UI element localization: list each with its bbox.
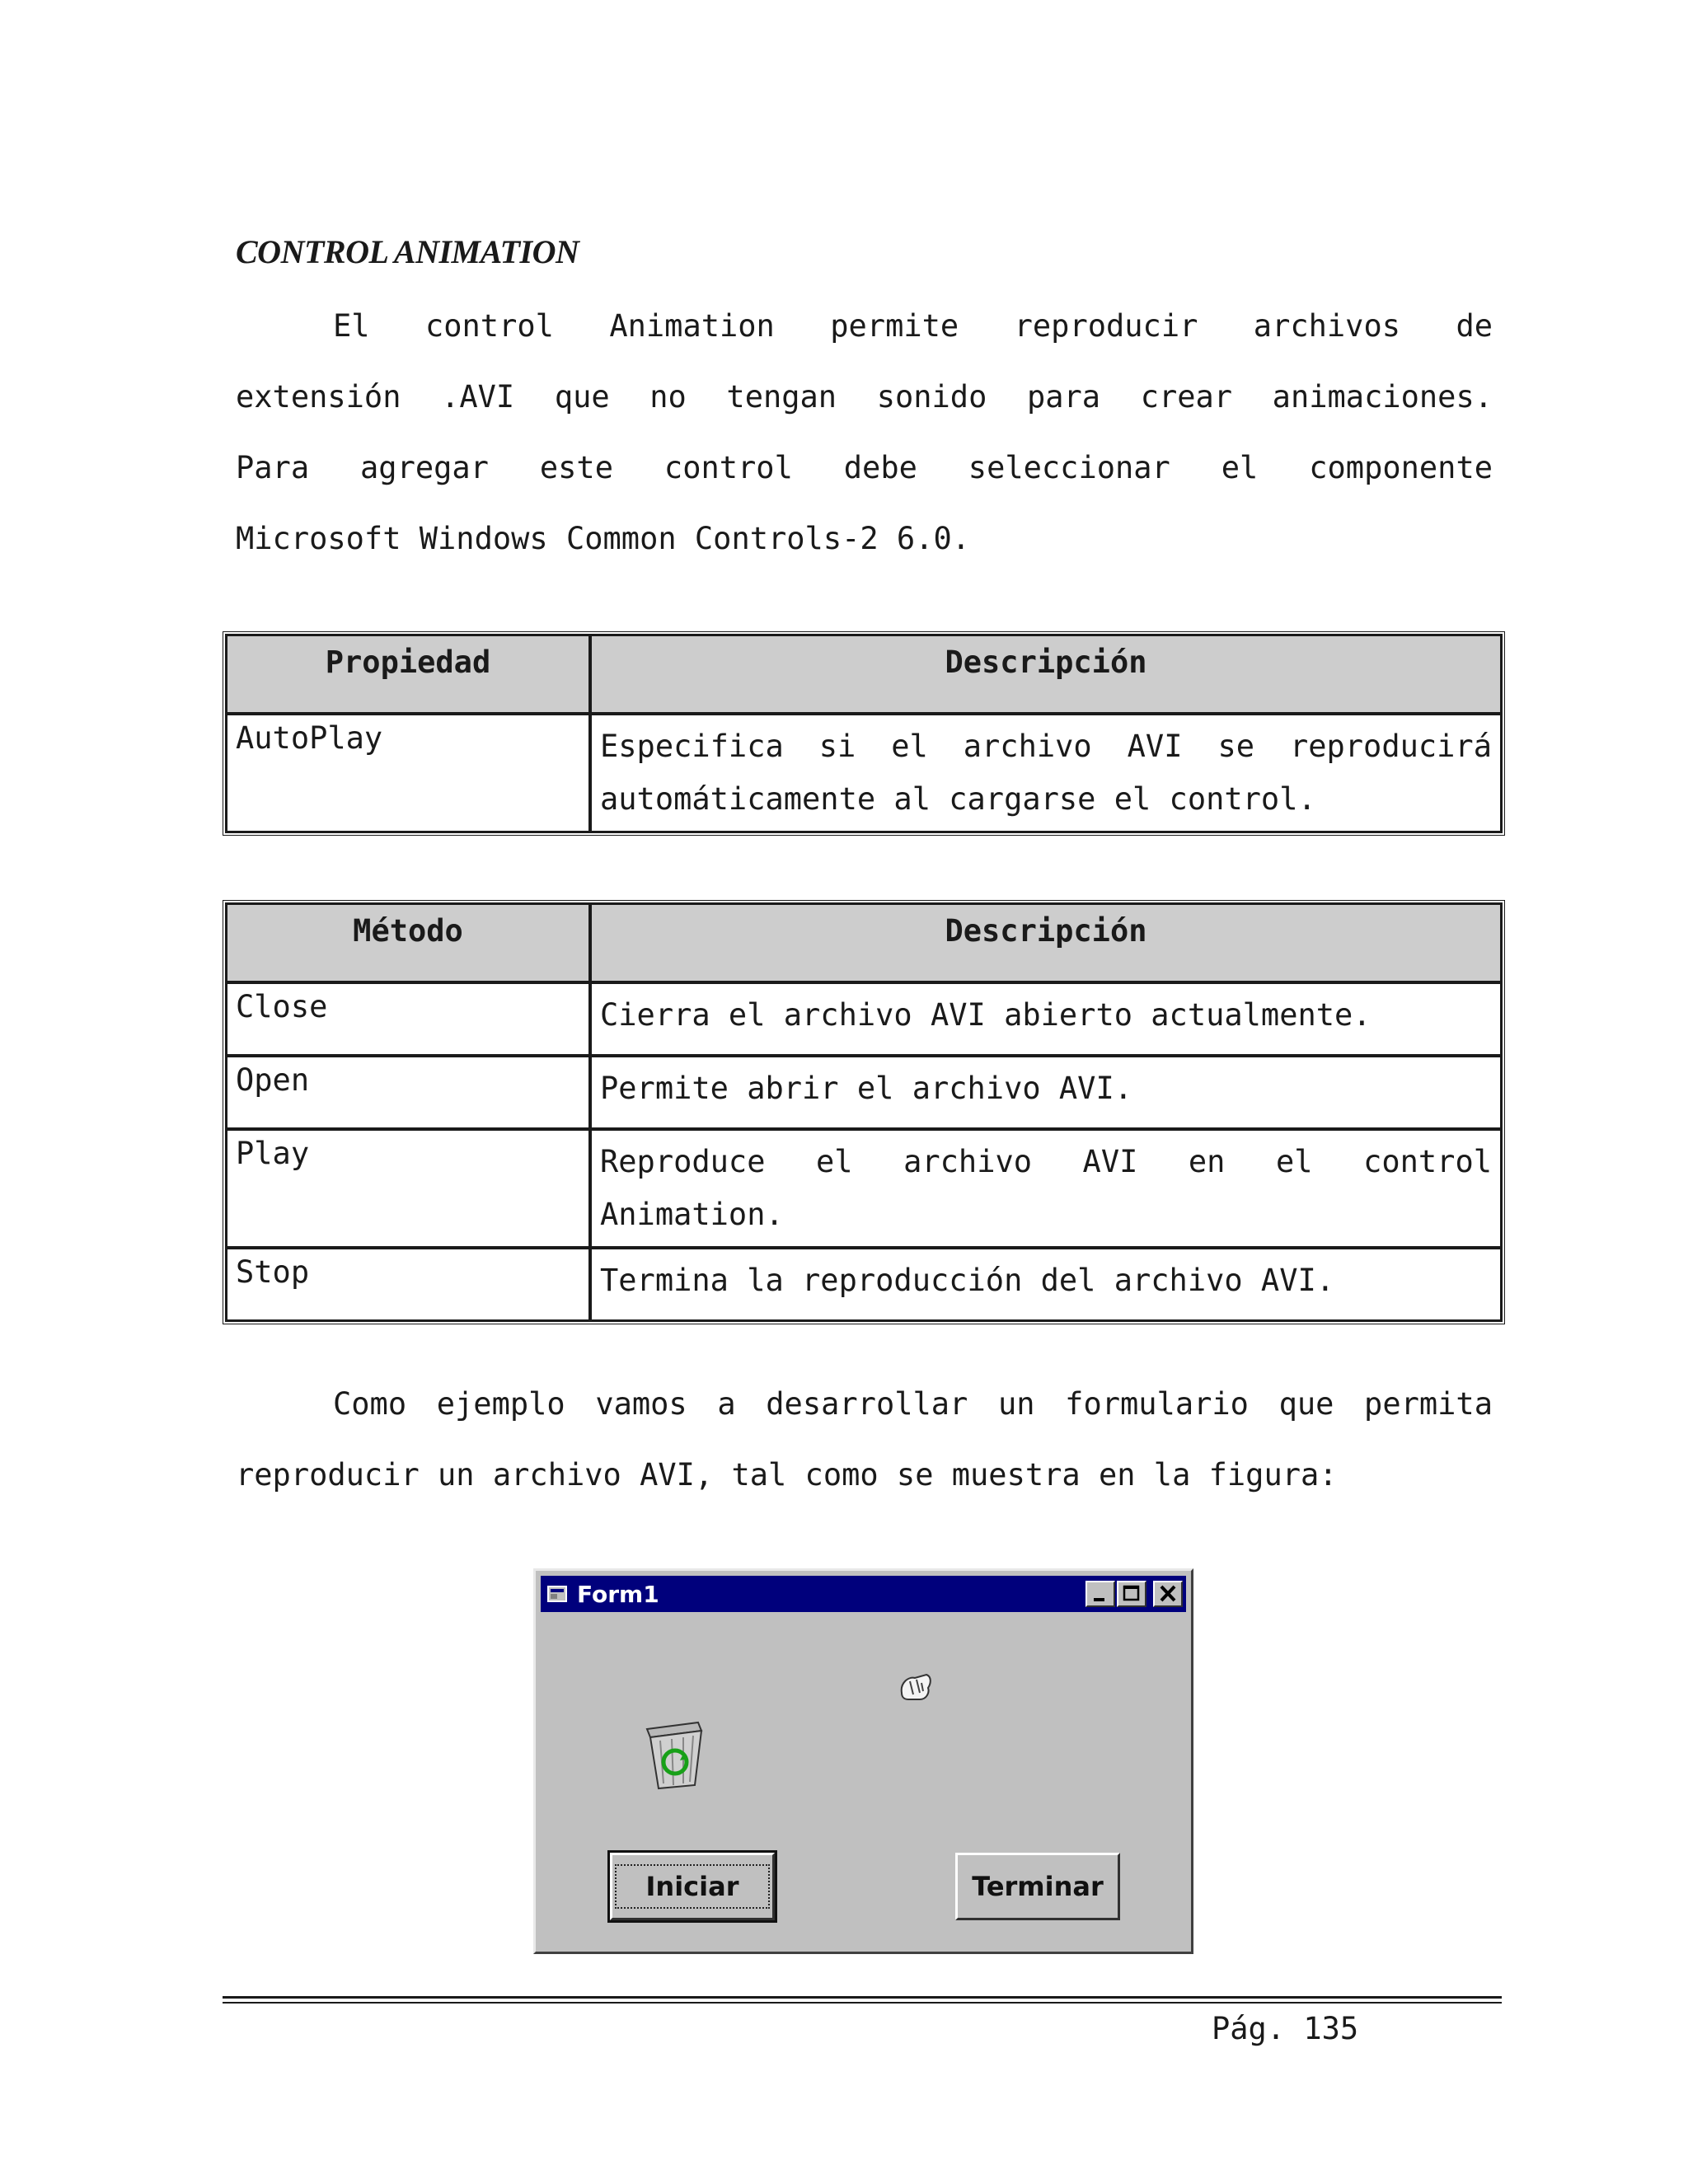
description-line: Permite abrir el archivo AVI.	[600, 1071, 1133, 1106]
intro-line: Microsoft Windows Common Controls-2 6.0.	[236, 521, 971, 556]
method-name: Stop	[226, 1248, 590, 1321]
example-line: reproducir un archivo AVI, tal como se muestra en la figura:	[236, 1457, 1338, 1493]
minimize-button[interactable]	[1085, 1581, 1115, 1607]
start-button[interactable]	[610, 1853, 775, 1920]
example-line: Como ejemplo vamos a desarrollar un formulario que permita	[333, 1386, 1493, 1422]
recycle-bin-icon	[639, 1718, 708, 1792]
table-header: Descripción	[590, 903, 1502, 982]
table-header: Método	[226, 903, 590, 982]
description-line: automáticamente al cargarse el control.	[600, 781, 1316, 817]
form-icon	[547, 1584, 569, 1604]
title-bar[interactable]	[541, 1576, 1186, 1612]
footer-rule	[223, 2002, 1502, 2004]
end-button[interactable]: Terminar	[955, 1853, 1120, 1920]
description-line: Cierra el archivo AVI abierto actualmente.	[600, 997, 1372, 1033]
example-paragraph	[236, 1386, 1493, 1502]
method-description	[590, 1248, 1502, 1321]
description-line: Animation.	[600, 1197, 784, 1232]
page-number: Pág. 135	[1212, 2011, 1359, 2046]
methods-table	[223, 900, 1505, 1324]
paper-icon	[897, 1671, 935, 1704]
table-row	[226, 1056, 1502, 1129]
close-button[interactable]	[1153, 1581, 1183, 1607]
intro-paragraph	[236, 308, 1493, 555]
form-window	[533, 1568, 1193, 1954]
intro-line: El control Animation permite reproducir archivos de	[333, 308, 1493, 344]
intro-line: extensión .AVI que no tengan sonido para crear animaciones.	[236, 379, 1493, 415]
method-name: Open	[226, 1056, 590, 1129]
intro-line: Para agregar este control debe seleccionar el componente	[236, 450, 1493, 485]
maximize-icon	[1118, 1582, 1145, 1605]
property-name: AutoPlay	[226, 714, 590, 832]
table-row	[226, 1248, 1502, 1321]
description-line: Termina la reproducción del archivo AVI.	[600, 1263, 1335, 1298]
window-title: Form1	[577, 1581, 659, 1608]
property-description	[590, 714, 1502, 832]
method-name: Close	[226, 982, 590, 1056]
method-name: Play	[226, 1129, 590, 1248]
start-button-label: Iniciar	[615, 1864, 771, 1909]
section-heading: CONTROL ANIMATION	[236, 233, 579, 270]
table-header: Descripción	[590, 635, 1502, 714]
minimize-icon	[1087, 1582, 1114, 1605]
table-header: Propiedad	[226, 635, 590, 714]
method-description	[590, 1056, 1502, 1129]
description-line: Especifica si el archivo AVI se reproducirá	[600, 729, 1492, 764]
footer-rule	[223, 1996, 1502, 1999]
method-description	[590, 1129, 1502, 1248]
table-row	[226, 714, 1502, 832]
table-row	[226, 982, 1502, 1056]
method-description	[590, 982, 1502, 1056]
table-row	[226, 1129, 1502, 1248]
description-line: Reproduce el archivo AVI en el control	[600, 1144, 1492, 1179]
close-icon	[1155, 1582, 1181, 1605]
properties-table	[223, 631, 1505, 836]
maximize-button[interactable]	[1117, 1581, 1146, 1607]
